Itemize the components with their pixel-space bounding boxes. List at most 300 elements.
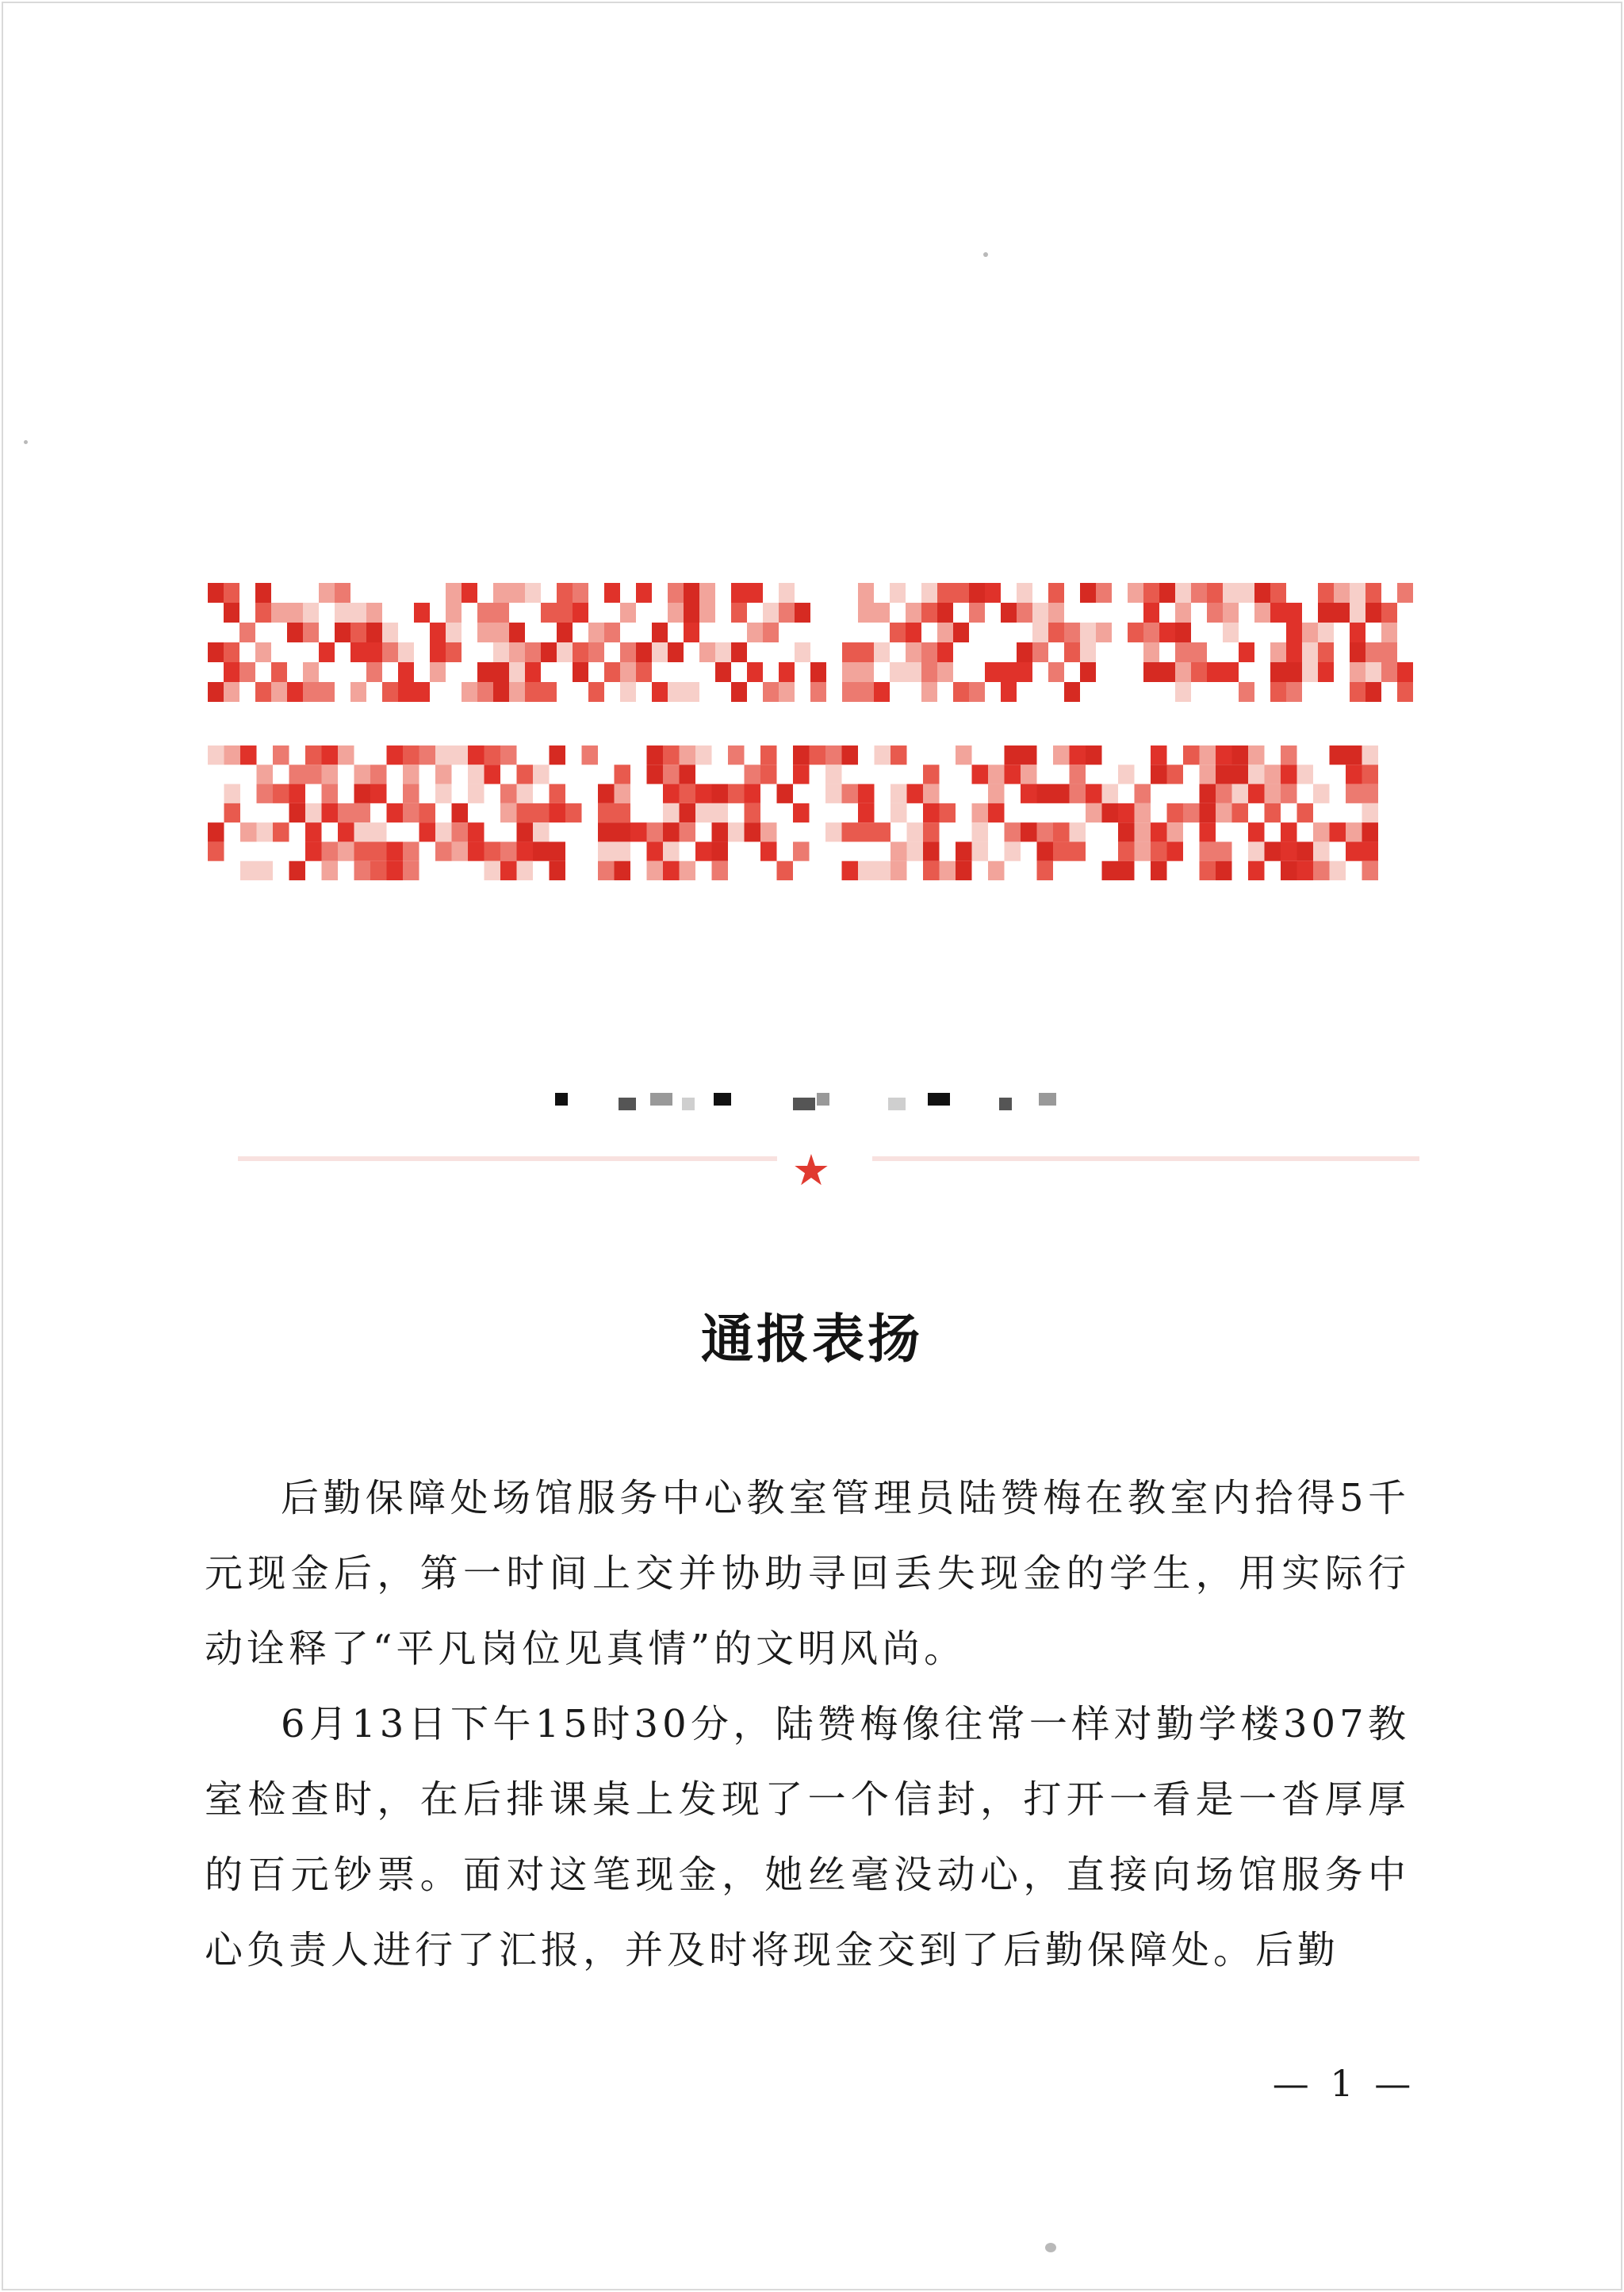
letterhead-pixel: [430, 623, 446, 642]
letterhead-pixel: [468, 745, 485, 765]
letterhead-pixel: [338, 822, 354, 841]
letterhead-pixel: [1318, 603, 1334, 623]
letterhead-pixel: [1135, 841, 1151, 860]
letterhead-pixel: [517, 841, 534, 860]
letterhead-pixel: [647, 861, 664, 880]
letterhead-pixel: [1021, 822, 1037, 841]
letterhead-pixel: [366, 642, 382, 662]
letterhead-pixel: [1254, 583, 1270, 603]
letterhead-pixel: [1064, 642, 1080, 662]
letterhead-pixel: [1330, 822, 1346, 841]
document-number-mosaic: [555, 1085, 1063, 1120]
letterhead-pixel: [224, 682, 239, 702]
letterhead-pixel: [668, 682, 684, 702]
letterhead-pixel: [728, 822, 745, 841]
letterhead-pixel: [1200, 745, 1216, 765]
letterhead-pixel: [271, 662, 287, 682]
letterhead-pixel: [842, 642, 858, 662]
page-number: — 1 —: [1272, 2062, 1416, 2105]
letterhead-pixel: [874, 642, 890, 662]
letterhead-pixel: [923, 822, 940, 841]
letterhead-pixel: [550, 803, 566, 822]
letterhead-pixel: [1102, 803, 1119, 822]
letterhead-pixel: [1362, 841, 1379, 860]
letterhead-pixel: [525, 642, 541, 662]
letterhead-pixel: [255, 642, 271, 662]
letterhead-pixel: [1281, 861, 1297, 880]
letterhead-pixel: [663, 803, 680, 822]
letterhead-pixel: [731, 583, 747, 603]
letterhead-pixel: [1313, 861, 1330, 880]
letterhead-pixel: [923, 861, 940, 880]
letterhead-pixel: [1070, 784, 1086, 803]
letterhead-pixel: [208, 745, 224, 765]
letterhead-pixel: [1037, 861, 1054, 880]
letterhead-pixel: [1362, 784, 1379, 803]
letterhead-pixel: [338, 841, 354, 860]
letterhead-pixel: [1318, 662, 1334, 682]
letterhead-pixel: [680, 765, 696, 784]
letterhead-pixel: [891, 803, 907, 822]
letterhead-pixel: [636, 583, 652, 603]
letterhead-pixel: [858, 682, 874, 702]
letterhead-pixel: [891, 784, 907, 803]
letterhead-pixel: [303, 623, 319, 642]
letterhead-pixel: [525, 583, 541, 603]
letterhead-pixel: [273, 745, 289, 765]
letterhead-pixel: [1159, 583, 1175, 603]
letterhead-pixel: [684, 583, 699, 603]
letterhead-pixel: [810, 745, 826, 765]
letterhead-pixel: [517, 822, 534, 841]
letterhead-pixel: [940, 803, 956, 822]
letterhead-pixel: [795, 642, 810, 662]
letterhead-pixel: [1397, 682, 1413, 702]
letterhead-pixel: [1286, 603, 1302, 623]
letterhead-pixel: [1286, 662, 1302, 682]
letterhead-pixel: [1313, 784, 1330, 803]
letterhead-pixel: [493, 623, 509, 642]
letterhead-pixel: [647, 841, 664, 860]
letterhead-pixel: [745, 765, 761, 784]
letterhead-pixel: [370, 765, 387, 784]
letterhead-pixel: [517, 803, 534, 822]
letterhead-pixel: [1334, 583, 1350, 603]
letterhead-pixel: [335, 583, 350, 603]
letterhead-pixel: [305, 745, 322, 765]
letterhead-pixel: [858, 662, 874, 682]
letterhead-pixel: [604, 623, 620, 642]
letterhead-pixel: [525, 662, 541, 682]
letterhead-pixel: [398, 662, 414, 682]
document-number-pixel: [650, 1093, 672, 1106]
letterhead-pixel: [557, 623, 573, 642]
letterhead-pixel: [699, 583, 715, 603]
letterhead-pixel: [1265, 784, 1281, 803]
letterhead-pixel: [1223, 583, 1239, 603]
letterhead-pixel: [1096, 583, 1112, 603]
letterhead-pixel: [303, 662, 319, 682]
letterhead-pixel: [953, 583, 969, 603]
letterhead-pixel: [988, 861, 1005, 880]
letterhead-pixel: [760, 765, 777, 784]
letterhead-pixel: [1313, 841, 1330, 860]
letterhead-pixel: [493, 583, 509, 603]
letterhead-pixel: [1143, 623, 1159, 642]
letterhead-pixel: [1216, 841, 1232, 860]
letterhead-pixel: [1070, 822, 1086, 841]
letterhead-pixel: [921, 662, 937, 682]
letterhead-pixel: [985, 583, 1001, 603]
letterhead-pixel: [557, 583, 573, 603]
letterhead-pixel: [322, 803, 339, 822]
letterhead-pixel: [1286, 682, 1302, 702]
letterhead-pixel: [620, 682, 636, 702]
letterhead-pixel: [842, 822, 859, 841]
letterhead-pixel: [370, 861, 387, 880]
letterhead-pixel: [663, 861, 680, 880]
letterhead-pixel: [271, 603, 287, 623]
letterhead-pixel: [921, 583, 937, 603]
letterhead-pixel: [1086, 803, 1102, 822]
letterhead-pixel: [239, 662, 255, 682]
letterhead-pixel: [760, 745, 777, 765]
letterhead-pixel: [273, 784, 289, 803]
letterhead-pixel: [779, 662, 795, 682]
letterhead-pixel: [305, 822, 322, 841]
letterhead-pixel: [620, 603, 636, 623]
letterhead: [208, 567, 1413, 892]
letterhead-pixel: [588, 642, 604, 662]
letterhead-pixel: [452, 822, 469, 841]
letterhead-pixel: [550, 861, 566, 880]
letterhead-pixel: [366, 662, 382, 682]
letterhead-pixel: [1175, 623, 1191, 642]
letterhead-pixel: [680, 822, 696, 841]
red-rule-left: [238, 1156, 777, 1161]
letterhead-pixel: [1191, 642, 1207, 662]
letterhead-pixel: [652, 623, 668, 642]
letterhead-pixel: [354, 861, 371, 880]
letterhead-pixel: [240, 822, 257, 841]
red-separator: [238, 1150, 1419, 1198]
letterhead-pixel: [906, 623, 921, 642]
letterhead-pixel: [435, 745, 452, 765]
letterhead-pixel: [956, 861, 972, 880]
letterhead-pixel: [923, 784, 940, 803]
letterhead-pixel: [1167, 765, 1184, 784]
letterhead-pixel: [1001, 603, 1017, 623]
letterhead-pixel: [419, 745, 436, 765]
letterhead-pixel: [921, 682, 937, 702]
letterhead-pixel: [906, 662, 921, 682]
letterhead-pixel: [1239, 682, 1254, 702]
letterhead-pixel: [1223, 623, 1239, 642]
letterhead-pixel: [289, 765, 306, 784]
letterhead-pixel: [1183, 745, 1200, 765]
letterhead-pixel: [305, 841, 322, 860]
letterhead-pixel: [452, 803, 469, 822]
letterhead-pixel: [1102, 861, 1119, 880]
letterhead-pixel: [695, 784, 712, 803]
letterhead-pixel: [305, 765, 322, 784]
letterhead-pixel: [858, 861, 875, 880]
letterhead-pixel: [747, 623, 763, 642]
letterhead-pixel: [354, 803, 371, 822]
letterhead-pixel: [224, 603, 239, 623]
letterhead-pixel: [1270, 662, 1286, 682]
letterhead-pixel: [289, 803, 306, 822]
letterhead-pixel: [1346, 784, 1362, 803]
letterhead-pixel: [452, 745, 469, 765]
document-number-pixel: [793, 1098, 815, 1110]
letterhead-pixel: [1080, 642, 1096, 662]
letterhead-pixel: [1302, 623, 1318, 642]
letterhead-pixel: [747, 662, 763, 682]
letterhead-pixel: [1032, 623, 1048, 642]
letterhead-pixel: [350, 603, 366, 623]
scan-speck: [24, 440, 28, 444]
letterhead-pixel: [1118, 841, 1135, 860]
letterhead-pixel: [257, 861, 274, 880]
letterhead-pixel: [1248, 841, 1265, 860]
letterhead-pixel: [462, 583, 477, 603]
letterhead-pixel: [1175, 682, 1191, 702]
letterhead-pixel: [858, 642, 874, 662]
letterhead-pixel: [825, 745, 842, 765]
letterhead-pixel: [224, 662, 239, 682]
letterhead-pixel: [550, 745, 566, 765]
letterhead-pixel: [1350, 662, 1365, 682]
letterhead-pixel: [366, 623, 382, 642]
letterhead-pixel: [517, 861, 534, 880]
letterhead-pixel: [1151, 822, 1167, 841]
letterhead-pixel: [731, 682, 747, 702]
letterhead-pixel: [468, 822, 485, 841]
letterhead-pixel: [923, 841, 940, 860]
letterhead-pixel: [1330, 745, 1346, 765]
letterhead-pixel: [1270, 583, 1286, 603]
letterhead-pixel: [1017, 642, 1032, 662]
letterhead-pixel: [1151, 745, 1167, 765]
letterhead-pixel: [760, 841, 777, 860]
letterhead-pixel: [652, 682, 668, 702]
letterhead-pixel: [1032, 603, 1048, 623]
letterhead-pixel: [598, 803, 615, 822]
letterhead-pixel: [500, 803, 517, 822]
letterhead-pixel: [695, 841, 712, 860]
letterhead-pixel: [1270, 603, 1286, 623]
letterhead-pixel: [322, 745, 339, 765]
letterhead-pixel: [1350, 623, 1365, 642]
letterhead-pixel: [382, 623, 398, 642]
letterhead-pixel: [1102, 784, 1119, 803]
letterhead-pixel: [793, 803, 810, 822]
letterhead-pixel: [1053, 745, 1070, 765]
letterhead-pixel: [858, 784, 875, 803]
letterhead-pixel: [319, 642, 335, 662]
letterhead-pixel: [1207, 662, 1223, 682]
letterhead-pixel: [509, 682, 525, 702]
letterhead-pixel: [419, 822, 436, 841]
letterhead-pixel: [303, 682, 319, 702]
letterhead-pixel: [430, 642, 446, 662]
letterhead-pixel: [224, 583, 239, 603]
letterhead-pixel: [500, 745, 517, 765]
letterhead-pixel: [1281, 765, 1297, 784]
letterhead-pixel: [452, 841, 469, 860]
letterhead-pixel: [435, 822, 452, 841]
letterhead-pixel: [1070, 841, 1086, 860]
letterhead-pixel: [1265, 803, 1281, 822]
letterhead-pixel: [937, 662, 953, 682]
letterhead-pixel: [525, 682, 541, 702]
letterhead-pixel: [533, 803, 550, 822]
letterhead-pixel: [446, 623, 462, 642]
letterhead-pixel: [1080, 583, 1096, 603]
letterhead-pixel: [1200, 765, 1216, 784]
letterhead-pixel: [1037, 822, 1054, 841]
letterhead-pixel: [615, 861, 631, 880]
document-number-pixel: [817, 1093, 829, 1106]
letterhead-pixel: [1297, 841, 1314, 860]
letterhead-pixel: [1223, 662, 1239, 682]
letterhead-pixel: [1005, 765, 1021, 784]
letterhead-pixel: [779, 682, 795, 702]
letterhead-pixel: [842, 662, 858, 682]
letterhead-pixel: [468, 841, 485, 860]
letterhead-pixel: [891, 745, 907, 765]
letterhead-pixel: [1265, 841, 1281, 860]
letterhead-pixel: [435, 841, 452, 860]
letterhead-pixel: [224, 745, 241, 765]
letterhead-pixel: [1232, 745, 1249, 765]
letterhead-pixel: [240, 745, 257, 765]
letterhead-pixel: [493, 662, 509, 682]
letterhead-pixel: [1216, 745, 1232, 765]
letterhead-pixel: [1302, 642, 1318, 662]
letterhead-pixel: [224, 784, 241, 803]
letterhead-pixel: [1118, 861, 1135, 880]
letterhead-pixel: [972, 822, 989, 841]
letterhead-pixel: [1005, 841, 1021, 860]
letterhead-pixel: [988, 803, 1005, 822]
letterhead-pixel: [663, 745, 680, 765]
letterhead-pixel: [1080, 662, 1096, 682]
letterhead-pixel: [731, 603, 747, 623]
letterhead-pixel: [763, 682, 779, 702]
letterhead-pixel: [1350, 603, 1365, 623]
letterhead-pixel: [338, 803, 354, 822]
letterhead-pixel: [668, 642, 684, 662]
letterhead-pixel: [1021, 784, 1037, 803]
letterhead-pixel: [387, 803, 404, 822]
letterhead-pixel: [403, 861, 419, 880]
letterhead-pixel: [485, 861, 501, 880]
letterhead-pixel: [779, 583, 795, 603]
letterhead-pixel: [874, 682, 890, 702]
letterhead-pixel: [354, 765, 371, 784]
letterhead-pixel: [1239, 642, 1254, 662]
letterhead-pixel: [598, 784, 615, 803]
letterhead-pixel: [354, 822, 371, 841]
letterhead-pixel: [1248, 861, 1265, 880]
letterhead-pixel: [1397, 583, 1413, 603]
letterhead-pixel: [257, 784, 274, 803]
letterhead-pixel: [419, 803, 436, 822]
letterhead-pixel: [1297, 765, 1314, 784]
letterhead-pixel: [1318, 583, 1334, 603]
letterhead-pixel: [485, 745, 501, 765]
letterhead-pixel: [1270, 682, 1286, 702]
letterhead-pixel: [1286, 642, 1302, 662]
letterhead-pixel: [842, 784, 859, 803]
letterhead-pixel: [937, 583, 953, 603]
letterhead-pixel: [255, 583, 271, 603]
letterhead-pixel: [557, 642, 573, 662]
letterhead-pixel: [485, 841, 501, 860]
letterhead-pixel: [1207, 603, 1223, 623]
letterhead-pixel: [557, 603, 573, 623]
letterhead-pixel: [663, 765, 680, 784]
letterhead-pixel: [858, 603, 874, 623]
scan-speck: [1045, 2243, 1056, 2252]
letterhead-pixel: [615, 841, 631, 860]
letterhead-pixel: [493, 642, 509, 662]
letterhead-pixel: [695, 745, 712, 765]
letterhead-pixel: [414, 603, 430, 623]
letterhead-pixel: [1270, 642, 1286, 662]
letterhead-pixel: [1362, 745, 1379, 765]
document-title: 通报表扬: [701, 1309, 923, 1370]
letterhead-pixel: [468, 784, 485, 803]
letterhead-pixel: [777, 784, 794, 803]
letterhead-pixel: [541, 642, 557, 662]
letterhead-pixel: [1086, 745, 1102, 765]
letterhead-pixel: [923, 803, 940, 822]
letterhead-pixel: [728, 784, 745, 803]
letterhead-pixel: [208, 841, 224, 860]
letterhead-pixel: [1021, 745, 1037, 765]
letterhead-pixel: [1080, 623, 1096, 642]
letterhead-pixel: [620, 642, 636, 662]
letterhead-pixel: [1397, 662, 1413, 682]
letterhead-pixel: [793, 745, 810, 765]
letterhead-pixel: [906, 642, 921, 662]
letterhead-pixel: [1200, 861, 1216, 880]
letterhead-pixel: [636, 642, 652, 662]
letterhead-pixel: [1346, 745, 1362, 765]
letterhead-pixel: [403, 745, 419, 765]
letterhead-pixel: [760, 822, 777, 841]
letterhead-pixel: [1223, 603, 1239, 623]
letterhead-pixel: [1017, 603, 1032, 623]
letterhead-pixel: [1151, 861, 1167, 880]
letterhead-pixel: [1053, 841, 1070, 860]
letterhead-pixel: [793, 841, 810, 860]
letterhead-pixel: [1118, 822, 1135, 841]
letterhead-pixel: [1330, 861, 1346, 880]
letterhead-pixel: [985, 662, 1001, 682]
letterhead-pixel: [1281, 745, 1297, 765]
letterhead-pixel: [224, 642, 239, 662]
letterhead-pixel: [715, 662, 731, 682]
letterhead-pixel: [763, 603, 779, 623]
letterhead-pixel: [680, 861, 696, 880]
letterhead-pixel: [273, 822, 289, 841]
letterhead-pixel: [1216, 861, 1232, 880]
letterhead-pixel: [1167, 822, 1184, 841]
